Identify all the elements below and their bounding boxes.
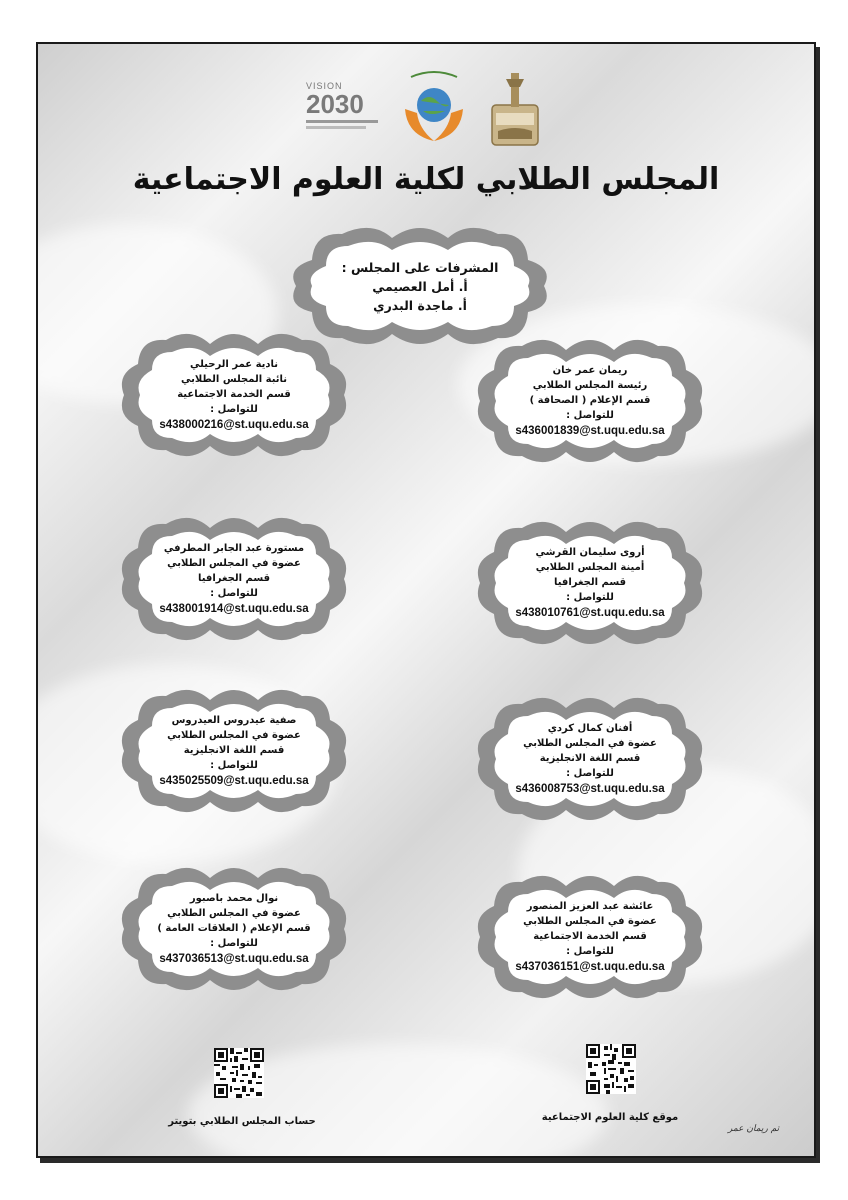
college-logo — [401, 69, 467, 151]
poster — [36, 42, 816, 1158]
member-role: عضوة في المجلس الطلابي — [167, 557, 301, 569]
member-name: مستورة عبد الجابر المطرفي — [163, 542, 305, 554]
member-contact-label: للتواصل : — [210, 937, 258, 949]
member-email[interactable]: s438010761@st.uqu.edu.sa — [515, 606, 665, 619]
page-title: المجلس الطلابي لكلية العلوم الاجتماعية — [132, 162, 720, 197]
member-dept: قسم الجغرافيا — [553, 576, 627, 588]
member-dept: قسم الإعلام ( الصحافة ) — [529, 394, 651, 406]
member-contact-label: للتواصل : — [210, 587, 258, 599]
member-name: أروى سليمان القرشي — [535, 546, 645, 558]
supervisor-name: أ. أمل العصيمي — [372, 278, 468, 294]
member-card — [114, 330, 354, 460]
twitter-account-caption: حساب المجلس الطلابي بتويتر — [168, 1116, 316, 1127]
member-dept: قسم اللغة الانجليزية — [183, 744, 285, 756]
member-name: نادية عمر الرحيلي — [189, 358, 279, 370]
member-role: عضوة في المجلس الطلابي — [167, 729, 301, 741]
logo-strip — [38, 59, 814, 159]
member-role: رئيسة المجلس الطلابي — [532, 379, 648, 391]
member-contact-label: للتواصل : — [566, 409, 614, 421]
member-name: صفية عيدروس العيدروس — [171, 714, 297, 726]
college-website-caption: موقع كلية العلوم الاجتماعية — [541, 1112, 679, 1123]
twitter-account-qr-icon[interactable] — [214, 1048, 264, 1098]
member-card — [470, 694, 710, 824]
college-website-qr-icon[interactable] — [586, 1044, 636, 1094]
member-dept: قسم الخدمة الاجتماعية — [533, 930, 647, 942]
member-card — [114, 686, 354, 816]
member-dept: قسم الخدمة الاجتماعية — [177, 388, 291, 400]
member-card — [114, 864, 354, 994]
member-contact-label: للتواصل : — [210, 403, 258, 415]
member-role: عضوة في المجلس الطلابي — [523, 737, 657, 749]
member-card — [114, 514, 354, 644]
supervisor-name: أ. ماجدة البدري — [373, 297, 467, 313]
member-contact-label: للتواصل : — [566, 767, 614, 779]
member-dept: قسم اللغة الانجليزية — [539, 752, 641, 764]
member-dept: قسم الجغرافيا — [197, 572, 271, 584]
designer-signature: تم ريمان عمر — [728, 1124, 780, 1134]
member-name: أفنان كمال كردي — [547, 722, 633, 734]
member-email[interactable]: s437036151@st.uqu.edu.sa — [515, 960, 665, 973]
member-card — [470, 872, 710, 1002]
member-contact-label: للتواصل : — [566, 591, 614, 603]
member-email[interactable]: s436008753@st.uqu.edu.sa — [515, 782, 665, 795]
member-email[interactable]: s435025509@st.uqu.edu.sa — [159, 774, 309, 787]
member-email[interactable]: s438000216@st.uqu.edu.sa — [159, 418, 309, 431]
member-role: عضوة في المجلس الطلابي — [167, 907, 301, 919]
member-card — [470, 518, 710, 648]
member-name: عائشة عبد العزيز المنصور — [526, 900, 654, 912]
supervisors-heading: المشرفات على المجلس : — [341, 259, 499, 275]
university-logo — [486, 69, 544, 151]
member-role: عضوة في المجلس الطلابي — [523, 915, 657, 927]
member-email[interactable]: s438001914@st.uqu.edu.sa — [159, 602, 309, 615]
member-name: نوال محمد باصبور — [189, 892, 279, 904]
member-email[interactable]: s437036513@st.uqu.edu.sa — [159, 952, 309, 965]
member-dept: قسم الإعلام ( العلاقات العامة ) — [157, 922, 311, 934]
member-contact-label: للتواصل : — [566, 945, 614, 957]
vision-2030-logo: VISION 2030 — [306, 81, 386, 151]
member-contact-label: للتواصل : — [210, 759, 258, 771]
member-email[interactable]: s436001839@st.uqu.edu.sa — [515, 424, 665, 437]
member-card — [470, 336, 710, 466]
member-role: أمينة المجلس الطلابي — [535, 561, 645, 573]
member-role: نائبة المجلس الطلابي — [180, 373, 288, 385]
member-name: ريمان عمر خان — [552, 364, 628, 376]
